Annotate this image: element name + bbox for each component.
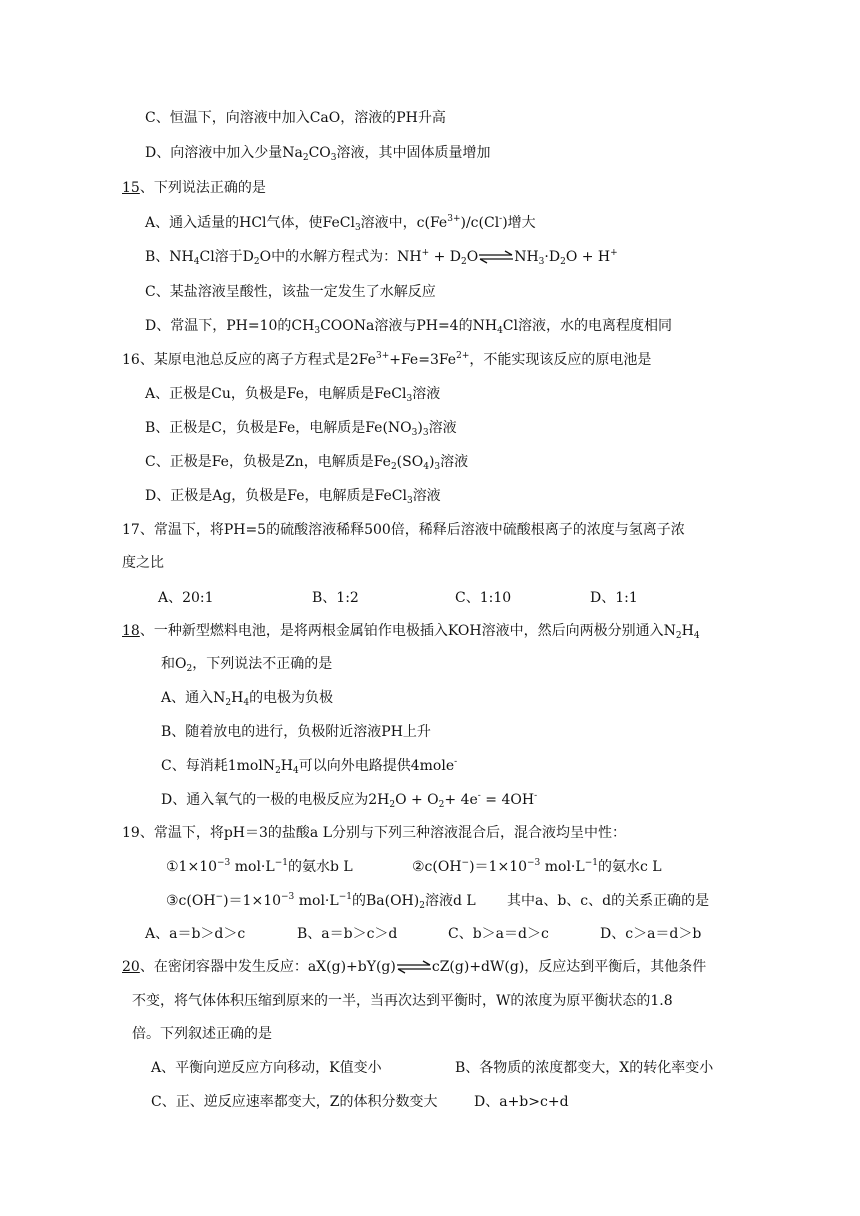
q15-stem: 15、下列说法正确的是	[122, 180, 266, 196]
q15-option-d: D、常温下，PH=10的$CH_3COONa$溶液与PH=4的$NH_4Cl$溶液，水的电离程度相同	[145, 318, 672, 336]
q18-option-c: C、每消耗$1molN_2H_4$可以向外电路提供4mole-	[161, 757, 458, 776]
q19-item-3: $③c(OH^-)=1\times 10^{-3}$ $mol\cdot L^{-1}$的$Ba(OH)_2$溶液d L	[166, 892, 476, 911]
q17-option-c: C、1:10	[455, 590, 512, 606]
q19-stem: 19、常温下，将pH＝3的盐酸a L分别与下列三种溶液混合后，混合液均呈中性：	[122, 825, 626, 841]
q18-stem-line2: 和$O_2$，下列说法不正确的是	[161, 656, 333, 674]
q20-number: 20	[122, 959, 140, 975]
q20-stem-line1: 20、在密闭容器中发生反应：aX(g)+bY(g) cZ(g)+dW(g)，反应达到平衡后，其他条件	[122, 959, 707, 975]
q15-number: 15	[122, 180, 140, 196]
q16-option-c: C、正极是Fe，负极是Zn，电解质是$Fe_2(SO_4)_3$溶液	[145, 454, 469, 472]
q15-option-c: C、某盐溶液呈酸性，该盐一定发生了水解反应	[145, 284, 436, 300]
q19-item-2: $②c(OH^-)=1\times 10^{-3}$ $mol\cdot L^{-1}$的氨水c L	[412, 858, 662, 875]
q17-stem-line1: 17、常温下，将PH=5的硫酸溶液稀释500倍，稀释后溶液中硫酸根离子的浓度与氢离子浓	[122, 522, 685, 538]
q14-option-d: D、向溶液中加入少量$Na_2CO_3$溶液，其中固体质量增加	[145, 145, 491, 163]
q20-stem-line3: 倍。下列叙述正确的是	[132, 1026, 272, 1042]
q20-option-a: A、平衡向逆反应方向移动，K值变小	[151, 1060, 382, 1076]
q20-stem-line2: 不变，将气体体积压缩到原来的一半，当再次达到平衡时，W的浓度为原平衡状态的1.8	[132, 993, 673, 1009]
q19-option-c: C、b＞a＝d＞c	[448, 926, 549, 942]
q16-option-a: A、正极是Cu，负极是Fe，电解质是FeCl$_3$溶液	[145, 386, 441, 404]
q20-option-c: C、正、逆反应速率都变大，Z的体积分数变大	[151, 1094, 438, 1110]
q14-option-c: C、恒温下，向溶液中加入CaO，溶液的PH升高	[145, 110, 446, 126]
equilibrium-arrow-icon	[479, 250, 513, 264]
q19-option-d: D、c＞a＝d＞b	[600, 926, 702, 942]
q16-option-b: B、正极是C，负极是Fe，电解质是$Fe(NO_3)_3$溶液	[145, 420, 457, 438]
q19-question: 其中a、b、c、d的关系正确的是	[507, 893, 710, 909]
q20-option-d: D、a+b>c+d	[474, 1094, 569, 1110]
q16-option-d: D、正极是Ag，负极是Fe，电解质是FeCl$_3$溶液	[145, 488, 441, 506]
q19-option-b: B、a＝b＞c＞d	[297, 926, 398, 942]
equilibrium-arrow-icon	[397, 960, 431, 974]
q18-option-a: A、通入$N_2H_4$的电极为负极	[161, 690, 334, 708]
q19-item-1: $①1\times 10^{-3}$ $mol\cdot L^{-1}$的氨水b L	[166, 858, 353, 875]
q17-option-d: D、1:1	[590, 590, 638, 606]
q18-stem-line1: 18、一种新型燃料电池，是将两根金属铂作电极插入KOH溶液中，然后向两极分别通入$N_2H_4$	[122, 623, 700, 641]
q20-option-b: B、各物质的浓度都变大，X的转化率变小	[455, 1060, 714, 1076]
q17-option-b: B、1:2	[312, 590, 359, 606]
q15-option-a: A、通入适量的HCl气体，使FeCl$_3$溶液中，$c(Fe^{3+})/c(Cl^-)$增大	[145, 214, 536, 233]
q16-stem: 16、某原电池总反应的离子方程式是$2Fe^{3+}+Fe=3Fe^{2+}$，不能实现该反应的原电池是	[122, 351, 652, 368]
q17-option-a: A、20:1	[158, 590, 214, 606]
q15-option-b: B、$NH_4Cl$溶于$D_2O$中的水解方程式为：$NH^+ + D_2O$ $NH_3\cdot D_2O + H^+$	[145, 248, 618, 267]
q18-number: 18	[122, 623, 140, 639]
q18-option-b: B、随着放电的进行，负极附近溶液PH上升	[161, 724, 431, 740]
q18-option-d: D、通入氧气的一极的电极反应为$2H_2O + O_2+ 4e^- = 4OH^-$	[161, 791, 538, 810]
q19-option-a: A、a＝b＞d＞c	[145, 926, 246, 942]
q17-stem-line2: 度之比	[122, 555, 164, 571]
